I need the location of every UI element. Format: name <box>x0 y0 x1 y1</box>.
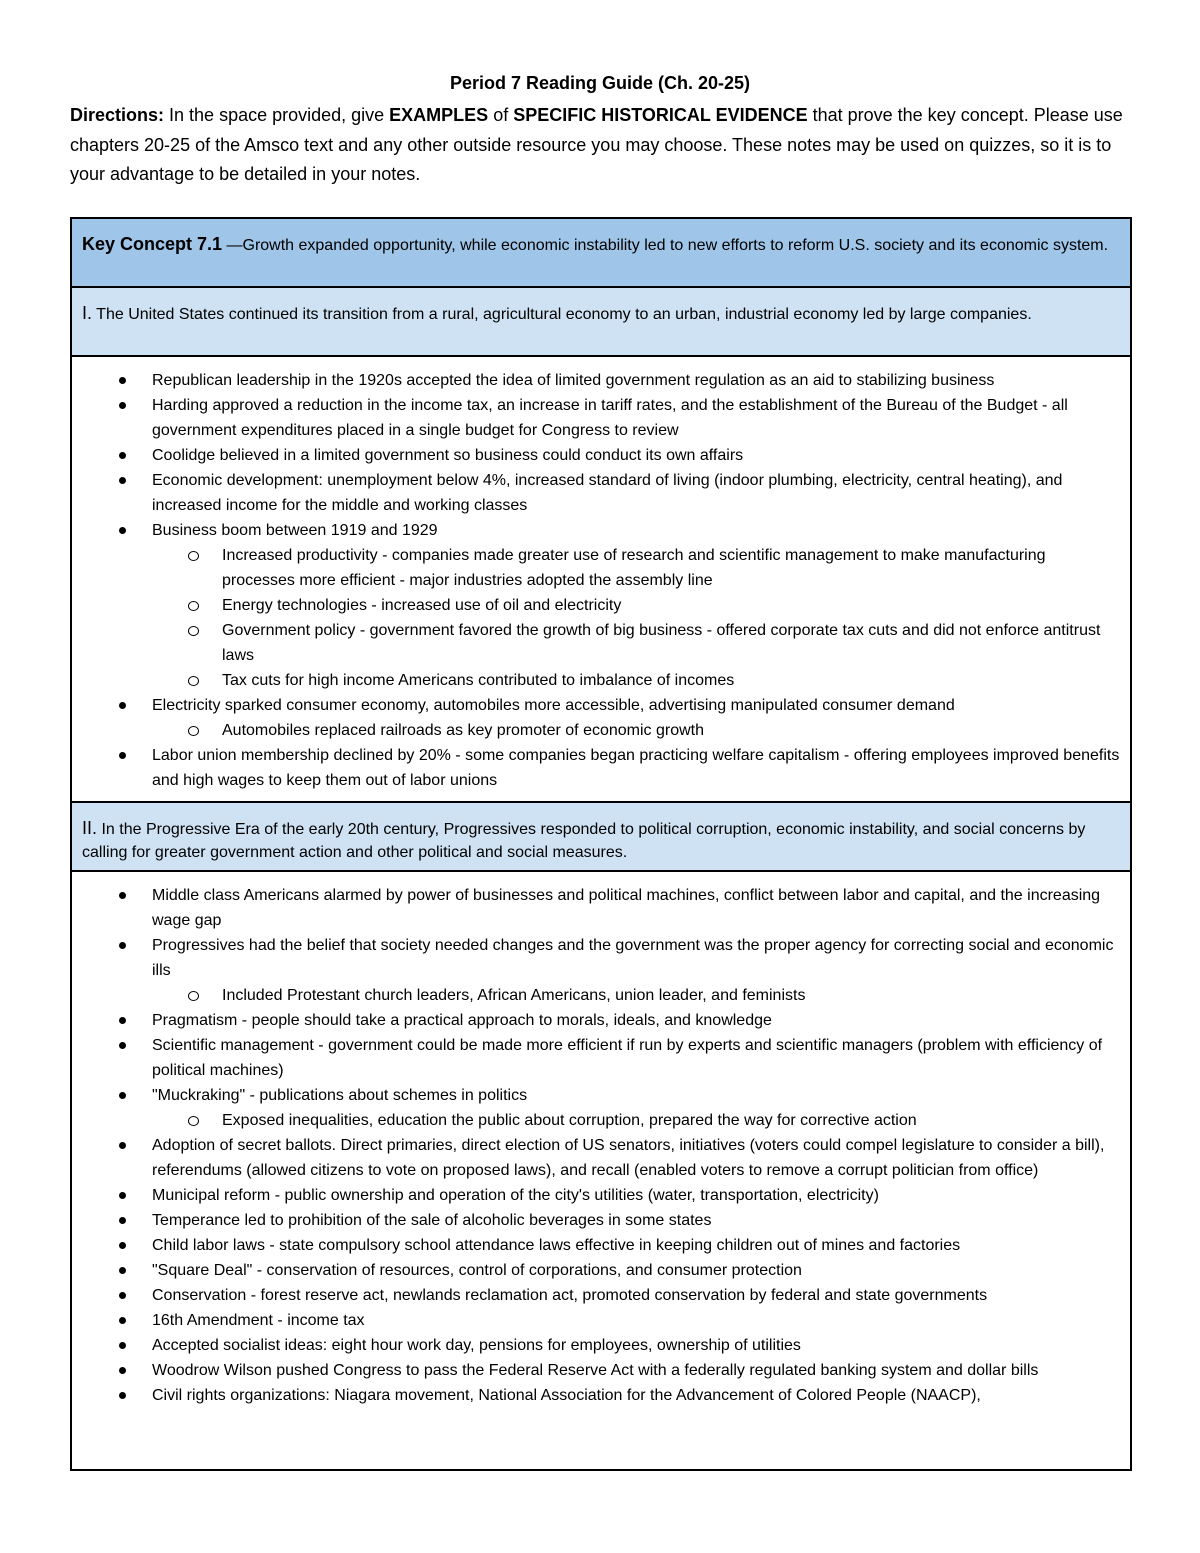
section-numeral: II. <box>82 818 98 838</box>
sub-list <box>152 1108 1120 1133</box>
list-item: Woodrow Wilson pushed Congress to pass the Federal Reserve Act with a federally regulated banking system and dollar bills <box>152 1358 1120 1383</box>
directions-text: In the space provided, give <box>164 105 390 125</box>
sub-list <box>152 983 1120 1008</box>
sub-list-item: Increased productivity - companies made greater use of research and scientific management to make manufacturing processes more efficient - major industries adopted the assembly line <box>222 543 1120 593</box>
section-heading: The United States continued its transition from a rural, agricultural economy to an urban, industrial economy led by large companies. <box>92 306 1032 323</box>
sub-list-item: Tax cuts for high income Americans contributed to imbalance of incomes <box>222 668 1120 693</box>
list-item: Labor union membership declined by 20% - some companies began practicing welfare capitalism - offering employees improved benefits and high wages to keep them out of labor unions <box>152 743 1120 793</box>
list-item-text: Electricity sparked consumer economy, automobiles more accessible, advertising manipulated consumer demand <box>152 697 955 714</box>
section-heading: In the Progressive Era of the early 20th century, Progressives responded to political corruption, economic instability, and social concerns by calling for greater government action and other political and social measures. <box>82 821 1086 861</box>
list-item: Municipal reform - public ownership and operation of the city's utilities (water, transportation, electricity) <box>152 1183 1120 1208</box>
sub-list-item: Government policy - government favored the growth of big business - offered corporate tax cuts and did not enforce antitrust laws <box>222 618 1120 668</box>
sub-list-item: Automobiles replaced railroads as key promoter of economic growth <box>222 718 1120 743</box>
list-item <box>152 518 1120 693</box>
directions-text: of <box>488 105 514 125</box>
list-item-text: "Muckraking" - publications about schemes in politics <box>152 1087 528 1104</box>
sub-list <box>152 543 1120 693</box>
key-concept-text: —Growth expanded opportunity, while economic instability led to new efforts to reform U.S. society and its economic system. <box>222 237 1109 254</box>
sub-list-item: Exposed inequalities, education the public about corruption, prepared the way for corrective action <box>222 1108 1120 1133</box>
sub-list-item: Energy technologies - increased use of oil and electricity <box>222 593 1120 618</box>
section-2-notes[interactable] <box>72 872 1130 1472</box>
list-item <box>152 693 1120 743</box>
key-concept-header <box>72 219 1130 288</box>
list-item: "Square Deal" - conservation of resources, control of corporations, and consumer protection <box>152 1258 1120 1283</box>
list-item: Republican leadership in the 1920s accepted the idea of limited government regulation as an aid to stabilizing business <box>152 368 1120 393</box>
section-2-header <box>72 803 1130 872</box>
list-item: Child labor laws - state compulsory school attendance laws effective in keeping children out of mines and factories <box>152 1233 1120 1258</box>
notes-list <box>82 368 1120 793</box>
list-item: Coolidge believed in a limited government so business could conduct its own affairs <box>152 443 1120 468</box>
directions-text: that prove the key concept. Please use chapters 20-25 of the Amsco text and any other outside resource you may choose. These notes may be used on quizzes, so it is to your advantage to be detailed in your notes. <box>70 105 1123 184</box>
list-item: Pragmatism - people should take a practical approach to morals, ideals, and knowledge <box>152 1008 1120 1033</box>
sub-list <box>152 718 1120 743</box>
list-item: 16th Amendment - income tax <box>152 1308 1120 1333</box>
list-item: Middle class Americans alarmed by power of businesses and political machines, conflict between labor and capital, and the increasing wage gap <box>152 883 1120 933</box>
notes-list <box>82 883 1120 1408</box>
sub-list-item: Included Protestant church leaders, African Americans, union leader, and feminists <box>222 983 1120 1008</box>
directions-label: Directions: <box>70 105 165 125</box>
key-concept-label: Key Concept 7.1 <box>82 234 223 254</box>
reading-guide-table <box>70 217 1132 1471</box>
list-item: Accepted socialist ideas: eight hour work day, pensions for employees, ownership of utilities <box>152 1333 1120 1358</box>
directions-emphasis: SPECIFIC HISTORICAL EVIDENCE <box>513 105 808 125</box>
section-numeral: I. <box>82 303 93 323</box>
directions-paragraph <box>70 101 1140 190</box>
list-item <box>152 933 1120 1008</box>
list-item <box>152 1083 1120 1133</box>
list-item: Adoption of secret ballots. Direct primaries, direct election of US senators, initiatives (voters could compel legislature to consider a bill), referendums (allowed citizens to vote on proposed laws), and recall (enabled voters to remove a corrupt politician from office) <box>152 1133 1120 1183</box>
section-1-notes[interactable] <box>72 357 1130 803</box>
list-item: Civil rights organizations: Niagara movement, National Association for the Advancement of Colored People (NAACP), <box>152 1383 1120 1408</box>
page-title: Period 7 Reading Guide (Ch. 20-25) <box>449 73 751 93</box>
directions-emphasis: EXAMPLES <box>389 105 489 125</box>
list-item: Scientific management - government could be made more efficient if run by experts and scientific managers (problem with efficiency of political machines) <box>152 1033 1120 1083</box>
list-item: Conservation - forest reserve act, newlands reclamation act, promoted conservation by federal and state governments <box>152 1283 1120 1308</box>
list-item-text: Progressives had the belief that society needed changes and the government was the proper agency for correcting social and economic ills <box>152 937 1114 979</box>
list-item: Harding approved a reduction in the income tax, an increase in tariff rates, and the establishment of the Bureau of the Budget - all government expenditures placed in a single budget for Congress to review <box>152 393 1120 443</box>
list-item-text: Business boom between 1919 and 1929 <box>152 522 438 539</box>
list-item: Temperance led to prohibition of the sale of alcoholic beverages in some states <box>152 1208 1120 1233</box>
list-item: Economic development: unemployment below 4%, increased standard of living (indoor plumbing, electricity, central heating), and increased income for the middle and working classes <box>152 468 1120 518</box>
section-1-header <box>72 288 1130 357</box>
